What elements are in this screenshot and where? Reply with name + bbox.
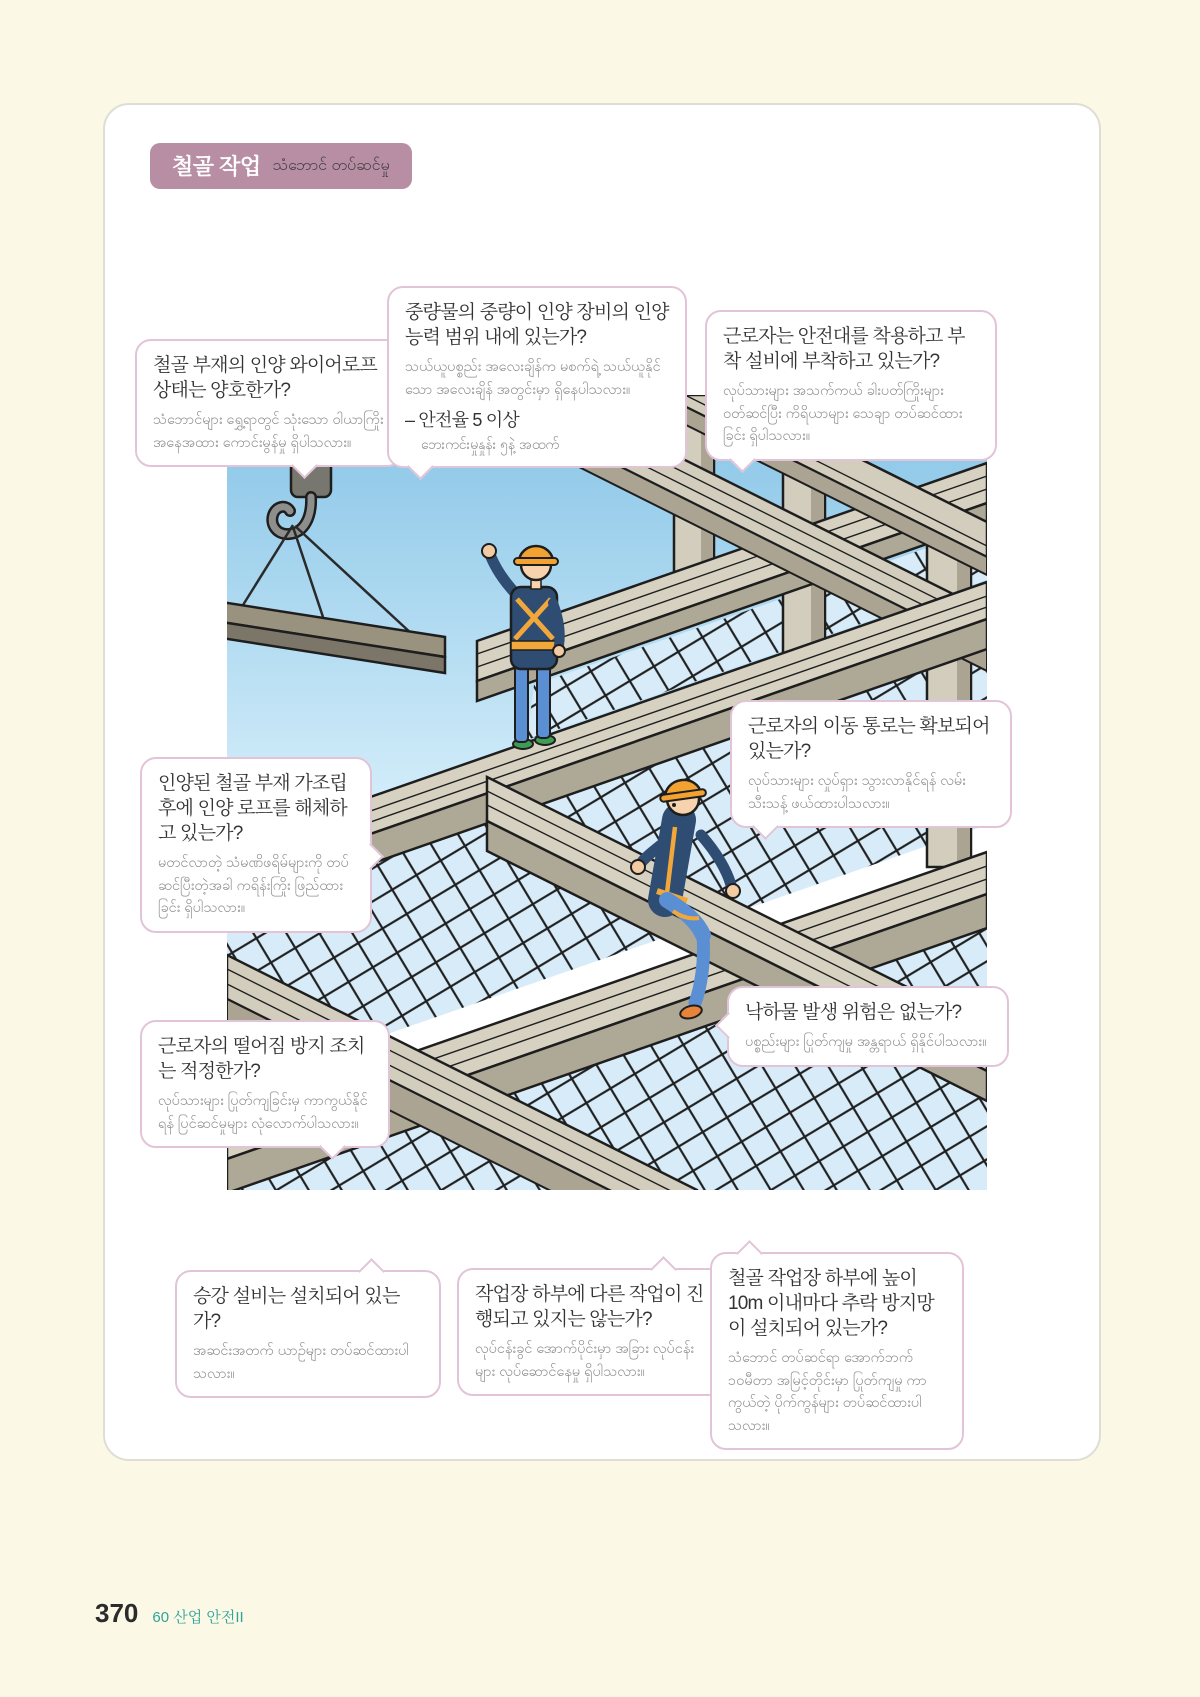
callout-translation-my: သယ်ယူပစ္စည်း အလေးချိန်က မစက်ရဲ့ သယ်ယူနိုင်သော အလေးချိန် အတွင်းမှာ ရှိနေပါသလား။ xyxy=(405,359,661,398)
callout-question-ko: 작업장 하부에 다른 작업이 진행되고 있지는 않는가? xyxy=(475,1284,704,1331)
callout-passage xyxy=(730,700,1012,828)
callout-translation-my: လုပ်ငန်းခွင် အောက်ပိုင်းမှာ အခြား လုပ်ငန်းများ လုပ်ဆောင်နေမှု ရှိပါသလား။ xyxy=(475,1341,695,1380)
callout-translation-my: လုပ်သားများ လှုပ်ရှား သွားလာနိုင်ရန် လမ်း သီးသန့် ဖယ်ထားပါသလား။ xyxy=(748,773,966,812)
callout-safety-harness xyxy=(705,310,997,461)
section-badge xyxy=(150,143,412,189)
page-footer xyxy=(95,1598,244,1629)
callout-note-my: ဘေးကင်းမှုနှုန်း ၅နဲ့ အထက် xyxy=(421,436,560,453)
callout-translation-my: သံဘောင် တပ်ဆင်ရာ အောက်ဘက် ၁၀မီတာ အမြင့်တိုင်းမှာ ပြုတ်ကျမှု ကာကွယ်တဲ့ ပိုက်ကွန်များ တပ်ဆင်ထားပါသလား။ xyxy=(728,1350,927,1434)
callout-translation-my: မတင်လာတဲ့ သံမဏိဖရိမ်များကို တပ်ဆင်ပြီးတဲ့အခါ ကရိန်းကြိုး ဖြည်ထားခြင်း ရှိပါသလား။ xyxy=(158,855,349,917)
section-title-my: သံဘောင် တပ်ဆင်မှု xyxy=(272,156,390,174)
course-label: 60 산업 안전II xyxy=(152,1609,244,1626)
bubble-tail xyxy=(650,1256,677,1283)
callout-work-below xyxy=(457,1268,725,1396)
bubble-tail xyxy=(736,1240,763,1267)
callout-question-ko: 승강 설비는 설치되어 있는가? xyxy=(193,1286,400,1333)
callout-question-ko: 근로자의 이동 통로는 확보되어 있는가? xyxy=(748,716,990,763)
callout-question-ko: 근로자의 떨어짐 방지 조치는 적정한가? xyxy=(158,1036,365,1083)
callout-rope-release xyxy=(140,757,372,933)
callout-question-ko: 철골 부재의 인양 와이어로프 상태는 양호한가? xyxy=(153,355,378,402)
page-number: 370 xyxy=(95,1598,139,1628)
callout-note-ko: – 안전율 5 이상 xyxy=(405,410,519,431)
callout-translation-my: သံဘောင်များ ရွှေ့ရာတွင် သုံးသော ဝါယာကြိုး အနေအထား ကောင်းမွန်မှု ရှိပါသလား။ xyxy=(153,412,384,451)
callout-question-ko: 낙하물 발생 위험은 없는가? xyxy=(745,1002,962,1023)
callout-question-ko: 중량물의 중량이 인양 장비의 인양 능력 범위 내에 있는가? xyxy=(405,302,669,349)
callout-question-ko: 철골 작업장 하부에 높이 10m 이내마다 추락 방지망이 설치되어 있는가? xyxy=(728,1268,934,1340)
callout-wire-rope xyxy=(135,339,403,467)
callout-translation-my: လုပ်သားများ အသက်ကယ် ခါးပတ်ကြိုးများ ဝတ်ဆင်ပြီး ကိရိယာများ သေချာ တပ်ဆင်ထားခြင်း ရှိပါသလား။ xyxy=(723,383,963,445)
callout-translation-my: ပစ္စည်းများ ပြုတ်ကျမှု အန္တရာယ် ရှိနိုင်ပါသလား။ xyxy=(745,1034,987,1051)
callout-falling-objects xyxy=(727,986,1009,1067)
callout-safety-net xyxy=(710,1252,964,1450)
callout-question-ko: 인양된 철골 부재 가조립 후에 인양 로프를 해체하고 있는가? xyxy=(158,773,347,845)
callout-lifting-capacity xyxy=(387,286,687,468)
section-title-ko: 철골 작업 xyxy=(172,154,261,179)
callout-translation-my: အဆင်းအတက် ယာဉ်များ တပ်ဆင်ထားပါသလား။ xyxy=(193,1343,409,1382)
bubble-tail xyxy=(358,1258,385,1285)
callout-access-equipment xyxy=(175,1270,441,1398)
callout-fall-prevention xyxy=(140,1020,390,1148)
callout-question-ko: 근로자는 안전대를 착용하고 부착 설비에 부착하고 있는가? xyxy=(723,326,965,373)
content-card xyxy=(103,103,1101,1461)
callout-translation-my: လုပ်သားများ ပြုတ်ကျခြင်းမှ ကာကွယ်နိုင်ရန် ပြင်ဆင်မှုများ လုံလောက်ပါသလား။ xyxy=(158,1093,368,1132)
